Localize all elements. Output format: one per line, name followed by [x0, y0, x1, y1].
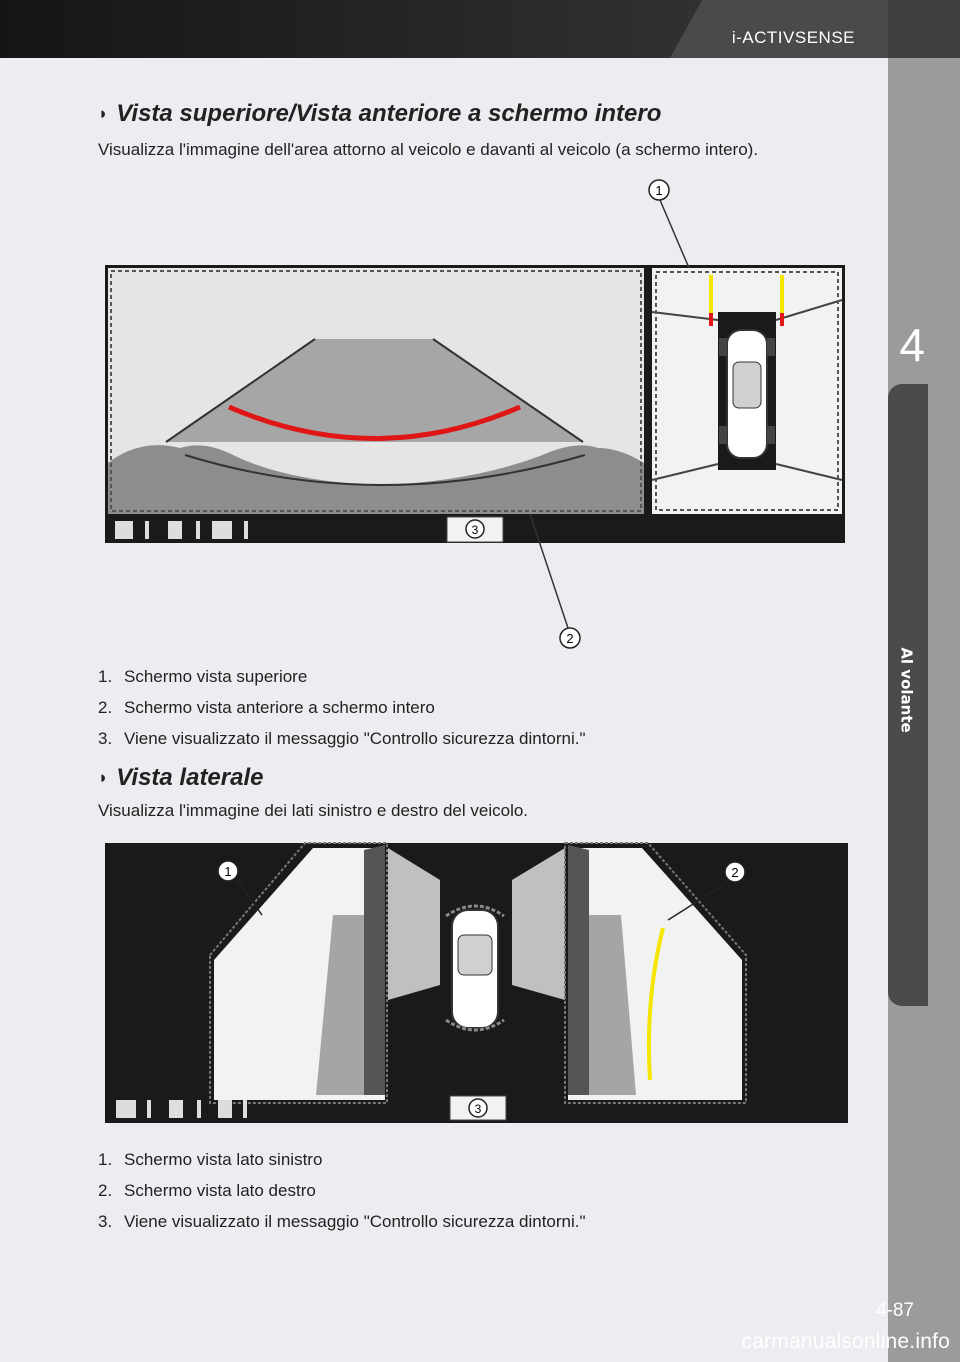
- sensor-icon-1: [115, 521, 133, 539]
- legend-list-top-view: [98, 667, 586, 760]
- page-header: [0, 0, 960, 58]
- section-intro-side-view: Visualizza l'immagine dei lati sinistro e destro del veicolo.: [98, 801, 529, 820]
- section-heading-side-view: ◗ Vista laterale: [98, 764, 264, 791]
- list-item: 2. Schermo vista anteriore a schermo intero: [98, 698, 435, 717]
- section-marker-icon: ◗: [98, 104, 109, 123]
- legend-list-side-view: [98, 1150, 586, 1243]
- section-marker-icon: ◗: [98, 768, 109, 787]
- callout-2-number: 2: [731, 865, 739, 880]
- watermark: carmanualsonline.info: [741, 1330, 950, 1353]
- list-item: 2. Schermo vista lato destro: [98, 1181, 316, 1200]
- callout-1-number: 1: [224, 864, 232, 879]
- sensor-icon-1: [116, 1100, 136, 1118]
- chapter-number: 4: [899, 319, 925, 371]
- sensor-icon-3: [212, 521, 232, 539]
- page-number: 4-87: [875, 1300, 914, 1321]
- sensor-icon-2: [169, 1100, 183, 1118]
- chapter-label: Al volante: [897, 647, 915, 733]
- list-item: 1. Schermo vista superiore: [98, 667, 308, 686]
- sensor-icon-2: [168, 521, 182, 539]
- section-intro-top-view: Visualizza l'immagine dell'area attorno al veicolo e davanti al veicolo (a schermo intero).: [98, 140, 759, 159]
- figure-top-front-view: [0, 170, 880, 660]
- section-heading-top-view: ◗ Vista superiore/Vista anteriore a schermo intero: [98, 100, 662, 127]
- header-title: i-ACTIVSENSE: [731, 28, 855, 47]
- list-item: 3. Viene visualizzato il messaggio "Controllo sicurezza dintorni.": [98, 729, 586, 748]
- callout-2-number: 2: [566, 631, 574, 646]
- list-item: 3. Viene visualizzato il messaggio "Controllo sicurezza dintorni.": [98, 1212, 586, 1231]
- callout-1-number: 1: [655, 183, 663, 198]
- figure-side-view: [0, 830, 880, 1130]
- callout-3-number: 3: [474, 1102, 482, 1116]
- callout-3-number: 3: [471, 523, 479, 537]
- sensor-icon-3: [218, 1100, 232, 1118]
- list-item: 1. Schermo vista lato sinistro: [98, 1150, 323, 1169]
